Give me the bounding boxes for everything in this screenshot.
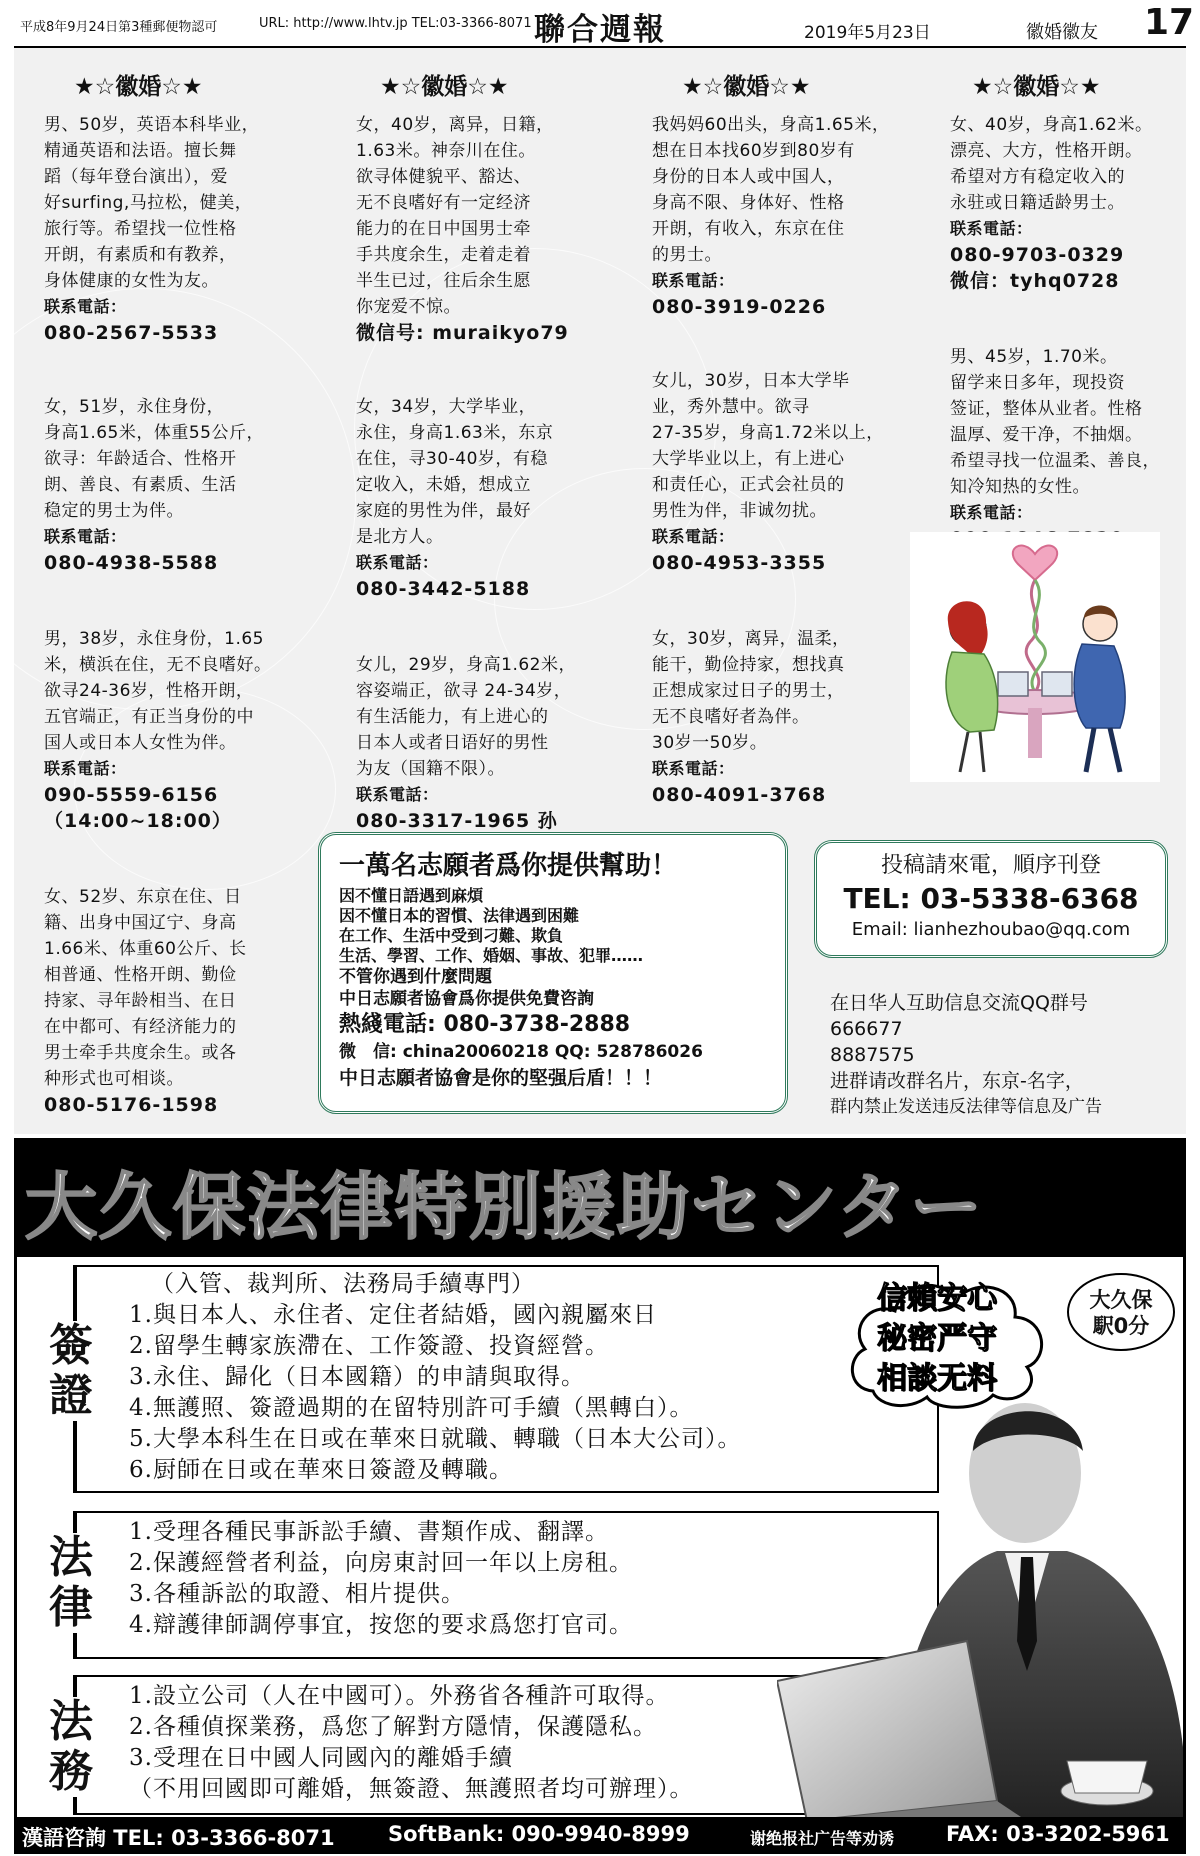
volunteer-slogan: 中日志願者協會是你的堅强后盾！！！ (339, 1067, 663, 1089)
qq-group-line: 在日华人互助信息交流QQ群号 (830, 992, 1088, 1014)
footer-fax[interactable]: FAX: 03-3202-5961 (946, 1822, 1170, 1846)
affairs-item: 2.各種偵探業務，爲您了解對方隱情，保護隱私。 (129, 1714, 657, 1740)
ad-text-line: 无不良嗜好有一定经济 (356, 193, 531, 213)
submission-box (814, 840, 1168, 958)
visa-item: （入管、裁判所、法務局手續專門） (151, 1271, 535, 1297)
ad-text-line: 在住，寻30-40岁，有稳 (356, 449, 548, 469)
ad-text-line: 知冷知热的女性。 (950, 477, 1090, 497)
postal-permit: 平成8年9月24日第3種郵便物認可 (20, 20, 218, 35)
ad-text-line: 相普通、性格开朗、勤俭 (44, 965, 237, 985)
personal-ad (356, 652, 616, 834)
ad-text-line: 身高1.65米，体重55公斤， (44, 423, 264, 443)
ad-text-line: 籍、出身中国辽宁、身高 (44, 913, 237, 933)
ad-text-line: 国人或日本人女性为伴。 (44, 733, 237, 753)
ad-text-line: 好surfing,马拉松，健美， (44, 193, 253, 213)
ad-text-line: 手共度余生，走着走着 (356, 245, 531, 265)
ad-text-line: 五官端正，有正当身份的中 (44, 707, 254, 727)
ad-text-line: 半生已过，往后余生愿 (356, 271, 531, 291)
personal-ad (44, 626, 314, 834)
ad-text-line: 能力的在日中国男士牵 (356, 219, 531, 239)
contact-value[interactable]: 080-2567-5533 (44, 322, 219, 344)
volunteer-hotline[interactable]: 熱綫電話: 080-3738-2888 (339, 1012, 631, 1037)
ad-text-line: 1.63米。神奈川在住。 (356, 141, 536, 161)
personal-ad (44, 112, 304, 346)
submission-email[interactable]: Email: lianhezhoubao@qq.com (851, 919, 1131, 940)
contact-label: 联系電話： (44, 297, 127, 316)
volunteer-line: 因不懂日本的習慣、法律遇到困難 (339, 906, 580, 925)
ad-text-line: 无不良嗜好者為伴。 (652, 707, 810, 727)
legal-title: 大久保法律特別援助センター (25, 1164, 985, 1249)
ad-text-line: 开朗，有素质和有教养， (44, 245, 237, 265)
contact-value[interactable]: 080-3919-0226 (652, 296, 827, 318)
station-badge (1067, 1273, 1175, 1351)
masthead: 聯合週報 (534, 12, 666, 48)
ad-text-line: 定收入，未婚，想成立 (356, 475, 531, 495)
contact-label: 联系電話： (44, 759, 127, 778)
personal-ad (356, 112, 616, 346)
law-list (129, 1517, 633, 1641)
law-tag-text: 法律 (49, 1532, 93, 1633)
ad-text-line: 1.66米、体重60公斤、长 (44, 939, 247, 959)
ad-text-line: 为友（国籍不限）。 (356, 759, 505, 779)
ad-text-line: 女，30岁，离异，温柔， (652, 629, 850, 649)
ad-text-line: 身高不限、身体好、性格 (652, 193, 845, 213)
ad-text-line: 27-35岁，身高1.72米以上， (652, 423, 884, 443)
issue-date: 2019年5月23日 (804, 23, 931, 43)
visa-tag-text: 簽證 (49, 1320, 93, 1421)
ad-text-line: 正想成家过日子的男士， (652, 681, 845, 701)
personal-ad (44, 884, 304, 1118)
ad-text-line: 签证，整体从业者。性格 (950, 399, 1143, 419)
ad-text-line: 男士牵手共度余生。或各 (44, 1043, 237, 1063)
contact-label: 联系電話： (652, 759, 735, 778)
volunteer-wechat-qq[interactable]: 微 信: china20060218 QQ: 528786026 (339, 1042, 703, 1062)
contact-label: 联系電話： (356, 785, 439, 804)
ad-text-line: 男性为伴，非诚勿扰。 (652, 501, 827, 521)
ad-text-line: 在中都可、有经济能力的 (44, 1017, 237, 1037)
personal-ad (950, 112, 1186, 294)
businessman-photo (777, 1381, 1186, 1820)
contact-value[interactable]: 090-5559-6156 (44, 784, 219, 806)
ad-text-line: 有生活能力，有上进心的 (356, 707, 549, 727)
page-header (14, 0, 1195, 49)
contact-label: 联系電話： (950, 503, 1033, 522)
ad-text-line: 身份的日本人或中国人， (652, 167, 845, 187)
visa-item: 3.永住、歸化（日本國籍）的申請與取得。 (129, 1364, 585, 1390)
page-number: 17 (1144, 2, 1195, 43)
section-name: 徽婚徽友 (1026, 22, 1098, 43)
law-item: 2.保護經營者利益，向房東討回一年以上房租。 (129, 1550, 633, 1576)
ad-text-line: 希望寻找一位温柔、善良， (950, 451, 1160, 471)
legal-aid-ad (14, 1138, 1186, 1820)
ad-text-line: 你宠爱不惊。 (356, 297, 461, 317)
visa-item: 1.與日本人、永住者、定住者結婚，國內親屬來日 (129, 1302, 657, 1328)
ad-text-line: 日本人或者日语好的男性 (356, 733, 549, 753)
ad-text-line: 稳定的男士为伴。 (44, 501, 184, 521)
contact-label: 联系電話： (652, 271, 735, 290)
affairs-item: 3.受理在日中國人同國內的離婚手續 (129, 1745, 513, 1771)
visa-item: 2.留學生轉家族滯在、工作簽證、投資經營。 (129, 1333, 609, 1359)
ad-text-line: 的男士。 (652, 245, 722, 265)
volunteer-line: 生活、學習、工作、婚姻、事故、犯罪…… (339, 946, 644, 965)
ad-text-line: 欲寻体健貌平、豁达、 (356, 167, 531, 187)
contact-value[interactable]: 080-3442-5188 (356, 578, 531, 600)
ad-text-line: 男、45岁，1.70米。 (950, 347, 1118, 367)
visa-item: 5.大學本科生在日或在華來日就職、轉職（日本大公司）。 (129, 1426, 742, 1452)
ad-text-line: 希望对方有稳定收入的 (950, 167, 1125, 187)
qq-group-line: 群内禁止发送违反法律等信息及广告 (830, 1097, 1102, 1117)
volunteer-line: 因不懂日語遇到麻煩 (339, 886, 484, 905)
ad-text-line: 永住，身高1.63米，东京 (356, 423, 554, 443)
ad-text-line: 种形式也可相谈。 (44, 1069, 184, 1089)
ad-text-line: 男、50岁，英语本科毕业， (44, 115, 260, 135)
ad-text-line: 留学来日多年，现投资 (950, 373, 1125, 393)
contact-value[interactable]: 080-4938-5588 (44, 552, 219, 574)
volunteer-ad (318, 832, 788, 1114)
contact-label: 联系電話： (356, 553, 439, 572)
header-url-tel[interactable]: URL: http://www.lhtv.jp TEL:03-3366-8071 (259, 16, 532, 31)
ad-text-line: 大学毕业以上，有上进心 (652, 449, 845, 469)
contact-value[interactable]: 微信号: muraikyo79 (356, 322, 569, 344)
promise-badges (877, 1279, 997, 1399)
ad-text-line: 开朗，有收入，东京在住 (652, 219, 845, 239)
personal-ad (652, 626, 912, 808)
ad-text-line: 旅行等。希望找一位性格 (44, 219, 237, 239)
law-tag (43, 1533, 99, 1633)
ad-text-line: 欲寻24-36岁，性格开朗， (44, 681, 254, 701)
ad-text-line: 持家、寻年龄相当、在日 (44, 991, 237, 1011)
contact-value[interactable]: 微信：tyhq0728 (950, 270, 1120, 292)
ad-text-line: 女、40岁，身高1.62米。 (950, 115, 1153, 135)
affairs-list (129, 1681, 694, 1805)
submission-line: 投稿請來電，順序刊登 (880, 853, 1101, 878)
contact-value[interactable]: （14:00~18:00） (44, 810, 232, 832)
affairs-item: （不用回國即可離婚，無簽證、無護照者均可辦理）。 (129, 1776, 694, 1802)
promise-badge: 信賴安心 (877, 1281, 997, 1316)
column-heading: ★☆徽婚☆★ (380, 74, 509, 100)
personal-ad (652, 112, 912, 320)
contact-label: 联系電話： (950, 219, 1033, 238)
promise-badge: 秘密严守 (877, 1321, 997, 1356)
column-heading: ★☆徽婚☆★ (972, 74, 1101, 100)
ad-text-line: 温厚、爱干净，不抽烟。 (950, 425, 1143, 445)
visa-list (129, 1269, 741, 1486)
ad-text-line: 容姿端正，欲寻 24-34岁， (356, 681, 572, 701)
law-item: 1.受理各種民事訴訟手續、書類作成、翻譯。 (129, 1519, 609, 1545)
ad-text-line: 女儿，29岁，身高1.62米， (356, 655, 576, 675)
ad-text-line: 永驻或日籍适龄男士。 (950, 193, 1125, 213)
ad-text-line: 女，34岁，大学毕业， (356, 397, 537, 417)
volunteer-bold-line: 不管你遇到什麼問題 (339, 967, 492, 987)
ad-text-line: 30岁一50岁。 (652, 733, 768, 753)
volunteer-line: 在工作、生活中受到刁難、欺負 (339, 926, 564, 945)
ad-text-line: 想在日本找60岁到80岁有 (652, 141, 855, 161)
affairs-tag-text: 法務 (49, 1696, 93, 1797)
ad-text-line: 能干，勤俭持家，想找真 (652, 655, 845, 675)
law-item: 4.辯護律師調停事宜，按您的要求爲您打官司。 (129, 1612, 633, 1638)
visa-item: 6.厨師在日或在華來日簽證及轉職。 (129, 1457, 513, 1483)
ad-text-line: 业，秀外慧中。欲寻 (652, 397, 810, 417)
qq-group-line: 进群请改群名片，东京-名字， (830, 1070, 1084, 1092)
visa-item: 4.無護照、簽證過期的在留特別許可手續（黑轉白）。 (129, 1395, 694, 1421)
visa-tag (43, 1321, 99, 1421)
legal-banner (17, 1141, 1183, 1257)
station-name: 大久保 (1089, 1288, 1153, 1312)
volunteer-title: 一萬名志願者爲你提供幫助！ (339, 851, 678, 881)
ad-text-line: 欲寻：年龄适合、性格开 (44, 449, 237, 469)
couple-illustration (910, 532, 1160, 782)
contact-label: 联系電話： (652, 527, 735, 546)
ad-text-line: 精通英语和法语。擅长舞 (44, 141, 237, 161)
footer-softbank[interactable]: SoftBank: 090-9940-8999 (388, 1822, 690, 1846)
contact-footer (14, 1818, 1186, 1854)
ad-text-line: 家庭的男性为伴，最好 (356, 501, 531, 521)
ad-text-line: 米，横浜在住，无不良嗜好。 (44, 655, 272, 675)
footer-tel[interactable]: 漢語咨詢 TEL: 03-3366-8071 (22, 1826, 335, 1850)
ad-text-line: 身体健康的女性为友。 (44, 271, 219, 291)
submission-tel[interactable]: TEL: 03-5338-6368 (843, 882, 1139, 915)
column-heading: ★☆徽婚☆★ (74, 74, 203, 100)
contact-value[interactable]: 080-5176-1598 (44, 1094, 219, 1116)
ad-text-line: 和责任心，正式会社员的 (652, 475, 845, 495)
contact-label: 联系電話： (44, 527, 127, 546)
contact-value[interactable]: 080-3317-1965 孙 (356, 810, 558, 832)
station-distance: 駅0分 (1092, 1314, 1150, 1338)
qq-group-number[interactable]: 666677 (830, 1018, 903, 1040)
personal-ad (356, 394, 616, 602)
ad-text-line: 女，40岁，离异，日籍， (356, 115, 554, 135)
ad-text-line: 男，38岁，永住身份，1.65 (44, 629, 264, 649)
contact-value[interactable]: 080-4091-3768 (652, 784, 827, 806)
volunteer-bold-line: 中日志願者協會爲你提供免費咨詢 (339, 989, 594, 1009)
ad-text-line: 漂亮、大方，性格开朗。 (950, 141, 1143, 161)
contact-value[interactable]: 080-9703-0329 (950, 244, 1125, 266)
ad-text-line: 女儿，30岁，日本大学毕 (652, 371, 850, 391)
ad-text-line: 女，51岁，永住身份， (44, 397, 225, 417)
footer-notice: 谢绝报社广告等劝诱 (750, 1829, 895, 1848)
ad-text-line: 朗、善良、有素质、生活 (44, 475, 237, 495)
personal-ad (652, 368, 912, 576)
column-heading: ★☆徽婚☆★ (682, 74, 811, 100)
affairs-item: 1.設立公司（人在中國可）。外務省各種許可取得。 (129, 1683, 670, 1709)
contact-value[interactable]: 080-4953-3355 (652, 552, 827, 574)
ad-text-line: 是北方人。 (356, 527, 444, 547)
affairs-tag (43, 1697, 99, 1797)
personal-ad (44, 394, 304, 576)
qq-group-info (830, 990, 1102, 1120)
qq-group-number[interactable]: 8887575 (830, 1044, 915, 1066)
law-item: 3.各種訴訟的取證、相片提供。 (129, 1581, 465, 1607)
ad-text-line: 女、52岁、东京在住、日 (44, 887, 242, 907)
ad-text-line: 蹈（每年登台演出），爱 (44, 167, 228, 187)
ad-text-line: 我妈妈60出头，身高1.65米， (652, 115, 890, 135)
promise-badge: 相談无料 (877, 1361, 997, 1396)
